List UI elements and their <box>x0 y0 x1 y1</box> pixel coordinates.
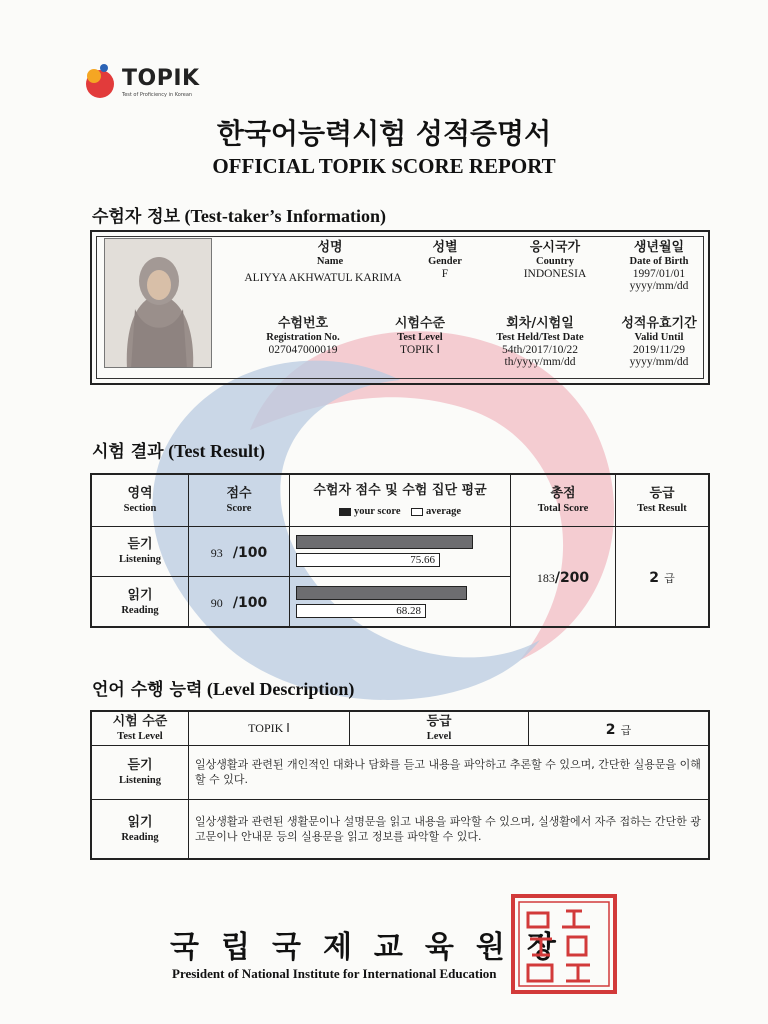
field-name: 성명 Name <box>316 240 344 267</box>
grade-result: 2 급 <box>616 526 710 627</box>
field-registration: 수험번호 Registration No. 027047000019 <box>266 316 340 356</box>
field-name-value: ALIYYA AKHWATUL KARIMA <box>244 272 402 284</box>
score-reading: 90 /100 <box>189 577 290 627</box>
section-reading: 읽기 Reading <box>91 577 189 627</box>
grade-label: 등급 Level <box>350 711 529 745</box>
reading-description: 일상생활과 관련된 생활문이나 설명문을 읽고 내용을 파악할 수 있으며, 실생활에서 자주 접하는 간단한 광고문이나 안내문 등의 실용문을 읽고 정보를 파악할 수 있다. <box>189 799 710 859</box>
result-header-row <box>91 474 709 526</box>
logo-text: TOPIK <box>122 66 200 91</box>
bars-listening <box>290 526 511 576</box>
result-table <box>90 473 710 628</box>
result-heading: 시험 결과 (Test Result) <box>92 441 265 462</box>
legend-average-swatch <box>411 508 423 516</box>
field-test-level: 시험수준 Test Level TOPIK Ⅰ <box>394 316 446 356</box>
institute-name-korean: 국립국제교육원장 <box>170 930 578 965</box>
level-header-row <box>91 711 709 745</box>
reading-label: 읽기 Reading <box>91 799 189 859</box>
col-section: 영역 Section <box>91 474 189 526</box>
listening-description: 일상생활과 관련된 개인적인 대화나 담화를 듣고 내용을 파악하고 추론할 수 있으며, 간단한 실용문을 이해할 수 있다. <box>189 745 710 799</box>
bar-average-reading: 68.28 <box>296 604 426 618</box>
title-korean: 한국어능력시험 성적증명서 <box>216 117 552 150</box>
result-row-listening <box>91 526 709 576</box>
applicant-photo <box>104 238 212 368</box>
official-seal-icon <box>510 893 618 995</box>
level-heading: 언어 수행 능력 (Level Description) <box>92 679 355 700</box>
level-row-reading <box>91 799 709 859</box>
col-grade: 등급 Test Result <box>616 474 710 526</box>
bars-reading <box>290 577 511 627</box>
level-table <box>90 710 710 860</box>
bar-your-reading <box>296 586 467 600</box>
col-total: 총점 Total Score <box>511 474 616 526</box>
bar-your-listening <box>296 535 473 549</box>
section-listening: 듣기 Listening <box>91 526 189 576</box>
logo-subtitle: Test of Proficiency in Korean <box>122 92 193 98</box>
field-test-held: 회차/시험일 Test Held/Test Date 54th/2017/10/22 th/yyyy/mm/dd <box>496 316 584 368</box>
institute-name-english: President of National Institute for International Education <box>172 966 497 981</box>
field-gender: 성별 Gender F <box>428 240 462 280</box>
test-level-value: TOPIK Ⅰ <box>189 711 350 745</box>
col-chart: 수험자 점수 및 수험 집단 평균 your score average <box>290 474 511 526</box>
grade-value: 2 급 <box>529 711 710 745</box>
info-heading: 수험자 정보 (Test-taker’s Information) <box>92 206 386 227</box>
field-date-of-birth: 생년월일 Date of Birth 1997/01/01 yyyy/mm/dd <box>629 240 689 292</box>
total-score: 183/200 <box>511 526 616 627</box>
field-valid-until: 성적유효기간 Valid Until 2019/11/29 yyyy/mm/dd <box>621 316 697 368</box>
bar-average-listening: 75.66 <box>296 553 440 567</box>
title-english: OFFICIAL TOPIK SCORE REPORT <box>212 154 556 178</box>
score-listening: 93 /100 <box>189 526 290 576</box>
test-level-label: 시험 수준 Test Level <box>91 711 189 745</box>
listening-label: 듣기 Listening <box>91 745 189 799</box>
field-country: 응시국가 Country INDONESIA <box>523 240 587 280</box>
col-score: 점수 Score <box>189 474 290 526</box>
legend-your-swatch <box>339 508 351 516</box>
level-row-listening <box>91 745 709 799</box>
